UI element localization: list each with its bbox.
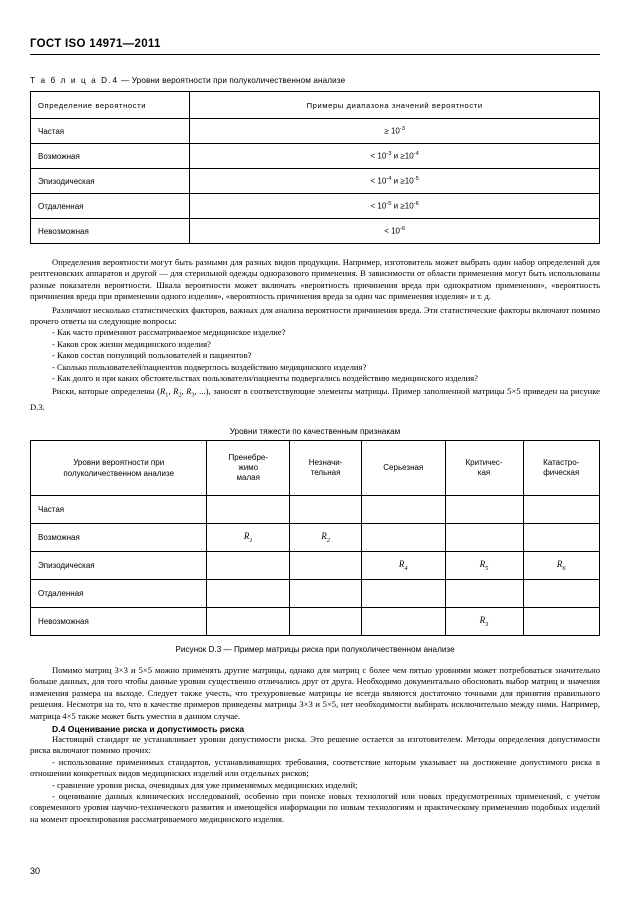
matrix-row-label: Эпизодическая [31,552,207,580]
table-d4-caption [30,76,600,85]
matrix-column-header: Серьезная [362,441,446,496]
matrix-column-header: Критичес- кая [445,441,523,496]
matrix-cell [523,524,600,552]
matrix-corner-label: Уровни вероятности при полуколичественном анализе [31,441,207,496]
table-row [31,119,600,144]
table-row [31,169,600,194]
matrix-cell [523,608,600,636]
matrix-cell [445,580,523,608]
table-d4-row-value: < $10^{-3}$ $и \ge 10^{-4}$ [190,144,600,169]
matrix-cell [362,580,446,608]
figure-d3-caption: Рисунок D.3 — Пример матрицы риска при полуколичественном анализе [175,645,455,654]
matrix-cell [290,580,362,608]
matrix-cell: $R_5$ [445,552,523,580]
list-item: - Как долго и при каких обстоятельствах пользователи/пациенты подвергались воздействию медицинского изделия? [52,373,478,384]
list-item: - Каков срок жизни медицинского изделия? [52,338,211,349]
matrix-cell [290,496,362,524]
paragraph-group-3 [30,386,600,413]
paragraph-probability-definitions: Определения вероятности могут быть разными для разных видов продукции. Например, изготовитель может выбрать один набор определений для рентгеновских аппаратов и другой — для стерильной одежды одноразового применения. В зависимости от области применения могут быть использованы разные показатели вероятности. Шкала вероятности может включать «вероятность причинения вреда при однократном применении», «вероятность причинения вреда при применении одного изделия», «вероятность причинения вреда за один час применения изделия» и т. д. [30,257,600,302]
table-d4-row-value: < $10^{-5}$ $и \ge 10^{-6}$ [190,194,600,219]
matrix-column-header: Незначи- тельная [290,441,362,496]
matrix-cell [207,608,290,636]
table-row [31,580,600,608]
matrix-cell [445,496,523,524]
paragraph-group-1 [30,257,600,303]
table-d4-row-value: < $10^{-6}$ [190,219,600,244]
list-item: - Каков состав популяций пользователей и пациентов? [52,350,252,361]
matrix-cell [362,524,446,552]
matrix-cell [523,496,600,524]
table-row [31,219,600,244]
risk-matrix-table [30,440,600,636]
list-item: - оценивание данных клинических исследований, особенно при поиске новых технологий или новых предусмотренных применений, с учетом современного уровня научно-технического развития и имеющейся информации по новым технологиям и практическому применению подобных изделий на момент проектирования рассматриваемого медицинского изделия. [30,791,600,824]
section-title-d4: D.4 Оценивание риска и допустимость риска [52,724,245,735]
matrix-cell [207,580,290,608]
table-row [31,524,600,552]
table-row [31,194,600,219]
page-number: 30 [30,866,41,876]
matrix-cell [290,608,362,636]
matrix-column-header: Катастро- фическая [523,441,600,496]
paragraph-statistical-factors: Различают несколько статистических факторов, важных для анализа вероятности причинения вреда. Эти статистические факторы включают помимо прочего ответы на следующие вопросы: [30,304,600,327]
paragraph-group-4 [30,665,600,722]
table-d4-row-value: ≥ $10^{-3}$ [190,119,600,144]
matrix-cell [362,608,446,636]
table-d4 [30,91,600,244]
matrix-cell [445,524,523,552]
table-d4-caption-rest: — Уровни вероятности при полуколичественном анализе [118,76,346,85]
paragraph-risk-matrix-fill: Риски, которые определены ($R_1$, $R_2$, $R_3$, ...), заносят в соответствующие элементы матрицы. Пример заполненной матрицы 5×5 приведен на рисунке D.3. [30,386,600,412]
matrix-row-label: Частая [31,496,207,524]
table-row [31,144,600,169]
matrix-top-title: Уровни тяжести по качественным признакам [229,427,401,436]
page-content [30,38,600,825]
table-row [31,92,600,119]
list-statistical-questions [30,327,600,384]
matrix-cell [290,552,362,580]
matrix-cell [207,496,290,524]
matrix-cell: $R_1$ [207,524,290,552]
paragraph-group-2 [30,305,600,385]
matrix-row-label: Невозможная [31,608,207,636]
list-acceptability-methods [30,757,600,825]
matrix-cell: $R_3$ [445,608,523,636]
matrix-cell: $R_2$ [290,524,362,552]
list-item: - Как часто применяют рассматриваемое медицинское изделие? [52,327,286,338]
table-row [31,441,600,496]
table-d4-row-label: Частая [31,119,190,144]
table-d4-header-1: Примеры диапазона значений вероятности [190,92,600,119]
table-row [31,496,600,524]
table-d4-row-label: Отдаленная [31,194,190,219]
matrix-cell [362,496,446,524]
section-d4 [30,724,600,825]
table-d4-caption-prefix: Т а б л и ц а D.4 [30,76,119,85]
table-d4-row-value: < $10^{-4}$ $и \ge 10^{-5}$ [190,169,600,194]
matrix-row-label: Возможная [31,524,207,552]
matrix-cell [523,580,600,608]
matrix-column-header: Пренебре- жимо малая [207,441,290,496]
table-d4-row-label: Эпизодическая [31,169,190,194]
paragraph-other-matrices: Помимо матриц 3×3 и 5×5 можно применять другие матрицы, однако для матриц с более чем пятью уровнями может потребоваться значительно больше данных, для того чтобы данные уровни существенно отличались друг от друга. Необходимо документально обосновать выбор матриц и значения изменения размера на выходе. Следует также учесть, что трехуровневые матрицы не всегда являются достаточно точными для принятия правильного решения. Несмотря на то, что в качестве примеров приведены матрицы 3×3 и 5×5, нет необходимости выбирать исключительно между ними. Например, матрица 4×5 также может быть уместна в данном случае. [30,665,600,721]
document-header: ГОСТ ISO 14971—2011 [30,38,600,55]
table-d4-header-0: Определение вероятности [31,92,190,119]
table-d4-row-label: Возможная [31,144,190,169]
list-item: - сравнение уровня риска, очевидных для уже применяемых медицинских изделий; [52,779,358,790]
list-item: - использование применимых стандартов, устанавливающих требования, соответствие которым указывает на достижение допустимого риска в отношении конкретных видов медицинских изделий или отдельных рисков; [30,756,600,779]
matrix-row-label: Отдаленная [31,580,207,608]
matrix-cell: $R_4$ [362,552,446,580]
table-d4-row-label: Невозможная [31,219,190,244]
list-item: - Сколько пользователей/пациентов подверглось воздействию медицинского изделия? [52,361,367,372]
paragraph-acceptability: Настоящий стандарт не устанавливает уровни допустимости риска. Это решение остается за изготовителем. Методы определения допустимости риска включают помимо прочих: [30,734,600,756]
table-row [31,552,600,580]
table-row [31,608,600,636]
matrix-cell: $R_6$ [523,552,600,580]
matrix-cell [207,552,290,580]
